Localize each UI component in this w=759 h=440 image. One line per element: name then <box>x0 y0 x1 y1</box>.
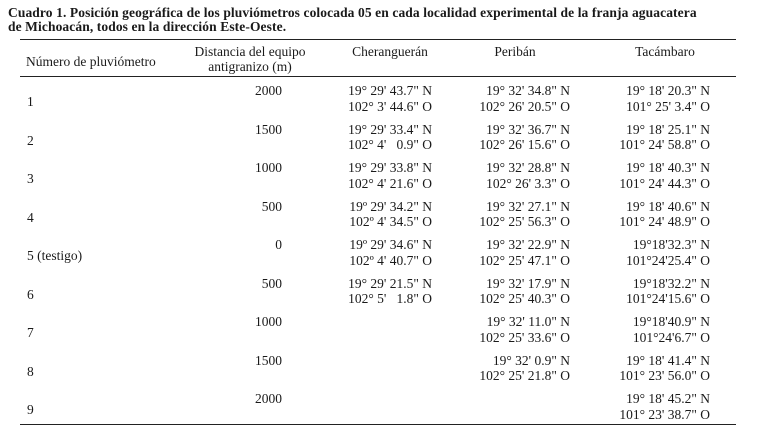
header-distancia-line-1: Distancia del equipo <box>194 44 306 59</box>
longitude-value: 102° 25' 47.1" O <box>479 252 570 268</box>
latitude-value: 19° 29' 21.5" N <box>348 275 432 291</box>
header-distancia <box>186 44 314 74</box>
latitude-value: 19° 32' 22.9" N <box>486 237 570 252</box>
header-distancia-line-2: antigranizo (m) <box>208 59 292 74</box>
caption-line-2: de Michoacán, todos en la dirección Este-Oeste. <box>8 19 287 34</box>
cell-periban <box>450 276 570 307</box>
table-row <box>20 388 736 426</box>
longitude-value: 102° 25' 33.6" O <box>479 329 570 345</box>
longitude-value: 102° 4' 21.6" O <box>348 175 432 191</box>
table-row <box>20 80 736 118</box>
cell-cheranguera <box>310 237 432 268</box>
table-row <box>20 311 736 349</box>
cell-periban <box>450 353 570 384</box>
latitude-value: 19° 18' 20.3" N <box>626 83 710 98</box>
longitude-value: 102° 25' 40.3" O <box>479 291 570 306</box>
latitude-value: 19° 32' 27.1" N <box>486 198 570 214</box>
cell-numero: 5 (testigo) <box>27 248 83 263</box>
table-row <box>20 234 736 272</box>
cell-tacambaro <box>590 199 710 230</box>
longitude-value: 101°24'15.6" O <box>626 291 710 306</box>
longitude-value: 102° 3' 44.6" O <box>348 98 432 114</box>
cell-tacambaro <box>590 353 710 384</box>
cell-cheranguera <box>310 276 432 307</box>
longitude-value: 101° 23' 56.0" O <box>619 368 710 383</box>
cell-distancia: 500 <box>261 198 282 214</box>
cell-distancia: 0 <box>275 237 282 252</box>
cell-tacambaro <box>590 276 710 307</box>
cell-distancia: 1000 <box>255 314 282 329</box>
longitude-value: 102° 26' 15.6" O <box>479 137 570 152</box>
longitude-value: 101° 24' 48.9" O <box>619 214 710 229</box>
cell-periban <box>450 83 570 114</box>
cell-tacambaro <box>590 391 710 422</box>
latitude-value: 19° 18' 45.2" N <box>626 391 710 406</box>
longitude-value: 102° 25' 21.8" O <box>479 368 570 383</box>
table-row <box>20 273 736 311</box>
latitude-value: 19° 32' 28.8" N <box>486 160 570 175</box>
table-header-rule <box>20 76 736 77</box>
cell-tacambaro <box>590 122 710 153</box>
latitude-value: 19º 29' 34.6" N <box>349 237 432 252</box>
table-row <box>20 119 736 157</box>
latitude-value: 19º 29' 34.2" N <box>349 198 432 214</box>
longitude-value: 102° 25' 56.3" O <box>479 214 570 229</box>
cell-periban <box>450 199 570 230</box>
cell-distancia: 2000 <box>255 391 282 406</box>
latitude-value: 19°18'32.3" N <box>632 237 710 252</box>
longitude-value: 102º 4' 40.7" O <box>349 252 432 268</box>
cell-periban <box>450 237 570 268</box>
longitude-value: 102° 5' 1.8" O <box>348 291 432 306</box>
cell-numero: 8 <box>27 363 34 379</box>
table-bottom-rule <box>20 424 736 425</box>
table-row <box>20 157 736 195</box>
table-caption <box>8 6 753 34</box>
header-numero: Número de pluviómetro <box>26 54 156 69</box>
latitude-value: 19° 32' 11.0" N <box>486 314 570 329</box>
longitude-value: 102° 4' 0.9" O <box>348 137 432 152</box>
latitude-value: 19° 32' 36.7" N <box>486 121 570 137</box>
cell-distancia: 1500 <box>255 352 282 368</box>
cell-distancia: 2000 <box>255 83 282 98</box>
cell-tacambaro <box>590 160 710 191</box>
cell-cheranguera <box>310 199 432 230</box>
longitude-value: 101° 24' 58.8" O <box>619 137 710 152</box>
longitude-value: 101° 23' 38.7" O <box>619 406 710 422</box>
cell-numero: 3 <box>27 171 34 186</box>
latitude-value: 19° 18' 25.1" N <box>626 121 710 137</box>
cell-numero: 6 <box>27 286 34 302</box>
latitude-value: 19° 18' 40.6" N <box>626 198 710 214</box>
latitude-value: 19°18'40.9" N <box>632 314 710 329</box>
cell-distancia: 1500 <box>255 121 282 137</box>
latitude-value: 19°18'32.2" N <box>632 275 710 291</box>
cell-cheranguera <box>310 160 432 191</box>
cell-cheranguera <box>310 83 432 114</box>
table-row <box>20 196 736 234</box>
cell-numero: 7 <box>27 325 34 340</box>
cell-tacambaro <box>590 237 710 268</box>
header-cheranguera: Cheranguerán <box>352 44 428 59</box>
cell-cheranguera <box>310 122 432 153</box>
longitude-value: 102° 26' 20.5" O <box>479 98 570 114</box>
header-tacambaro: Tacámbaro <box>635 44 695 59</box>
cell-distancia: 1000 <box>255 160 282 175</box>
cell-periban <box>450 314 570 345</box>
latitude-value: 19° 29' 33.8" N <box>348 160 432 175</box>
cell-periban <box>450 122 570 153</box>
longitude-value: 101°24'25.4" O <box>626 252 710 268</box>
latitude-value: 19° 32' 34.8" N <box>486 83 570 98</box>
header-periban: Peribán <box>494 44 536 59</box>
cell-numero: 1 <box>27 94 34 109</box>
latitude-value: 19° 18' 40.3" N <box>626 160 710 175</box>
cell-tacambaro <box>590 83 710 114</box>
cell-numero: 2 <box>27 132 34 148</box>
longitude-value: 101° 25' 3.4" O <box>626 98 710 114</box>
caption-line-1: Cuadro 1. Posición geográfica de los pluviómetros colocada 05 en cada localidad experimental de la franja aguacatera <box>8 5 697 20</box>
longitude-value: 102° 26' 3.3" O <box>486 175 570 191</box>
latitude-value: 19° 29' 33.4" N <box>348 121 432 137</box>
latitude-value: 19° 32' 17.9" N <box>486 275 570 291</box>
cell-tacambaro <box>590 314 710 345</box>
cell-periban <box>450 160 570 191</box>
cell-distancia: 500 <box>261 275 282 291</box>
table-row <box>20 350 736 388</box>
longitude-value: 101° 24' 44.3" O <box>619 175 710 191</box>
longitude-value: 102º 4' 34.5" O <box>349 214 432 229</box>
table-top-rule <box>20 39 736 40</box>
latitude-value: 19° 18' 41.4" N <box>626 352 710 368</box>
cell-numero: 4 <box>27 209 34 225</box>
longitude-value: 101°24'6.7" O <box>632 329 710 345</box>
cell-numero: 9 <box>27 402 34 417</box>
latitude-value: 19° 29' 43.7" N <box>348 83 432 98</box>
latitude-value: 19° 32' 0.9" N <box>492 352 570 368</box>
